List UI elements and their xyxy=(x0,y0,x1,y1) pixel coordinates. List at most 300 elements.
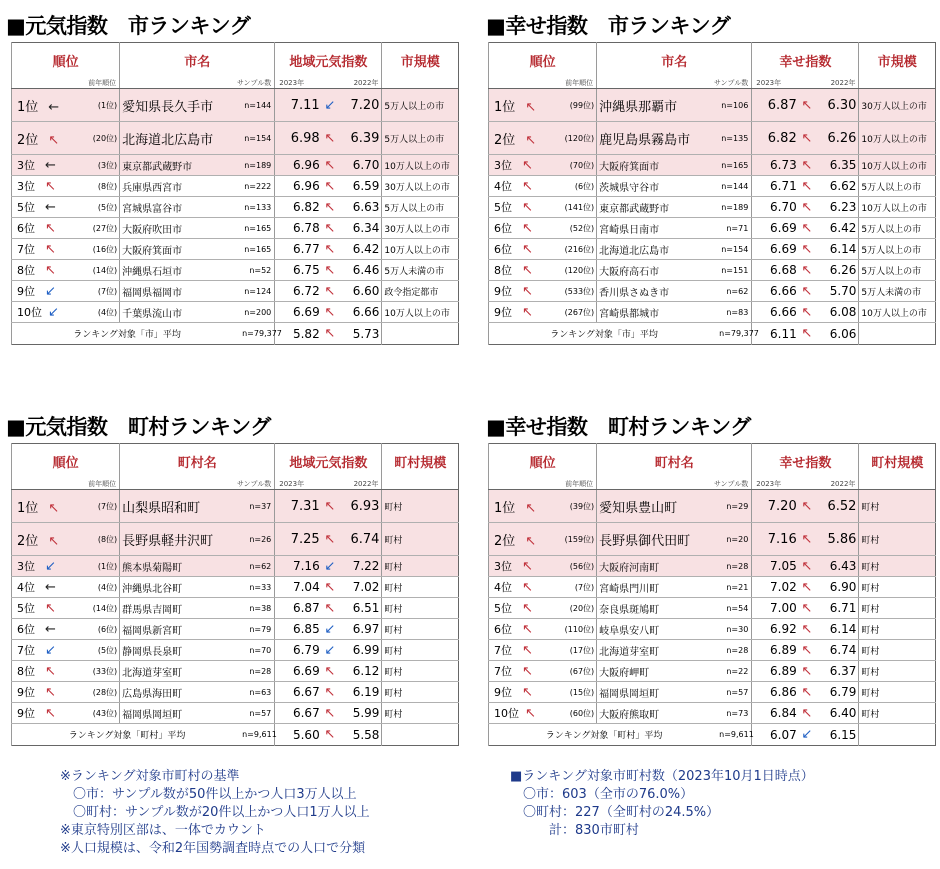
population-category: 5万人未満の市 xyxy=(382,260,459,281)
previous-rank: (20位) xyxy=(556,598,597,619)
score-2022: 6.23 xyxy=(815,197,859,218)
trend-arrow-icon: ↖ xyxy=(322,703,338,724)
sample-count: n=151 xyxy=(719,260,752,281)
score-2022: 5.86 xyxy=(815,523,859,556)
previous-rank: (43位) xyxy=(79,703,120,724)
header-rank: 順位 xyxy=(12,43,120,78)
criteria-note-line: ※東京特別区部は、一体でカウント xyxy=(60,823,266,838)
rank-change-arrow-icon: ↖ xyxy=(525,500,537,516)
sample-count: n=33 xyxy=(242,577,275,598)
average-score-2022: 5.73 xyxy=(338,323,382,345)
trend-arrow-icon: ↖ xyxy=(799,122,815,155)
municipality-name: 広島県海田町 xyxy=(120,682,242,703)
table-row xyxy=(489,302,936,323)
score-2023: 6.87 xyxy=(752,89,799,122)
score-2022: 6.70 xyxy=(338,155,382,176)
score-2022: 6.59 xyxy=(338,176,382,197)
table-row xyxy=(12,218,459,239)
trend-arrow-icon: ↖ xyxy=(799,176,815,197)
trend-arrow-icon: ↖ xyxy=(322,302,338,323)
previous-rank: (16位) xyxy=(79,239,120,260)
rank-change-arrow-icon: ↖ xyxy=(45,242,56,257)
rank-label: 4位 xyxy=(17,581,35,594)
subheader-sample: サンプル数 xyxy=(120,77,275,89)
rank-label: 2位 xyxy=(494,132,516,148)
sample-count: n=200 xyxy=(242,302,275,323)
table-row xyxy=(489,490,936,523)
sample-count: n=165 xyxy=(242,239,275,260)
municipality-name: 北海道芽室町 xyxy=(597,640,719,661)
header-size: 市規模 xyxy=(382,43,459,78)
sample-count: n=57 xyxy=(242,703,275,724)
rank-label: 4位 xyxy=(494,180,512,193)
table-row xyxy=(489,640,936,661)
table-row xyxy=(489,577,936,598)
ranking-table xyxy=(11,443,459,746)
score-2023: 6.69 xyxy=(752,239,799,260)
rank-change-arrow-icon: ↖ xyxy=(45,221,56,236)
previous-rank: (7位) xyxy=(79,490,120,523)
population-category: 町村 xyxy=(382,490,459,523)
rank-change-arrow-icon: ↖ xyxy=(522,158,533,173)
table-row xyxy=(12,703,459,724)
previous-rank: (8位) xyxy=(79,176,120,197)
average-score-2022: 5.58 xyxy=(338,724,382,746)
sample-count: n=52 xyxy=(242,260,275,281)
sample-count: n=20 xyxy=(719,523,752,556)
average-trend-arrow-icon: ↖ xyxy=(322,323,338,345)
score-2022: 5.70 xyxy=(815,281,859,302)
score-2023: 7.04 xyxy=(275,577,322,598)
population-category: 町村 xyxy=(382,577,459,598)
previous-rank: (7位) xyxy=(79,281,120,302)
population-category: 5万人未満の市 xyxy=(859,281,936,302)
population-category: 10万人以上の市 xyxy=(859,197,936,218)
previous-rank: (6位) xyxy=(556,176,597,197)
sample-count: n=106 xyxy=(719,89,752,122)
previous-rank: (5位) xyxy=(79,197,120,218)
table-row xyxy=(12,176,459,197)
population-category: 町村 xyxy=(859,577,936,598)
score-2022: 5.99 xyxy=(338,703,382,724)
municipality-name: 熊本県菊陽町 xyxy=(120,556,242,577)
score-2022: 6.99 xyxy=(338,640,382,661)
rank-change-arrow-icon: ↖ xyxy=(522,200,533,215)
trend-arrow-icon: ↖ xyxy=(799,281,815,302)
previous-rank: (14位) xyxy=(79,260,120,281)
average-sample-count: n=79,377 xyxy=(719,323,752,345)
municipality-name: 愛知県長久手市 xyxy=(120,89,242,122)
score-2023: 6.89 xyxy=(752,640,799,661)
trend-arrow-icon: ↖ xyxy=(799,197,815,218)
rank-label: 9位 xyxy=(494,306,512,319)
subheader-sample: サンプル数 xyxy=(120,478,275,490)
table-row xyxy=(489,260,936,281)
rank-change-arrow-icon: ↖ xyxy=(522,643,533,658)
score-2022: 6.46 xyxy=(338,260,382,281)
municipality-name: 長野県軽井沢町 xyxy=(120,523,242,556)
section-title: ■元気指数 町村ランキング xyxy=(6,415,271,439)
rank-change-arrow-icon: ↖ xyxy=(48,132,60,148)
average-trend-arrow-icon: ↖ xyxy=(799,323,815,345)
rank-label: 5位 xyxy=(494,201,512,214)
header-index: 幸せ指数 xyxy=(752,43,859,78)
rank-change-arrow-icon: ↖ xyxy=(522,179,533,194)
rank-change-arrow-icon: ← xyxy=(45,200,56,215)
score-2023: 6.92 xyxy=(752,619,799,640)
score-2022: 6.34 xyxy=(338,218,382,239)
sample-count: n=165 xyxy=(242,218,275,239)
subheader-prev-rank: 前年順位 xyxy=(12,77,120,89)
population-category: 町村 xyxy=(859,523,936,556)
average-trend-arrow-icon: ↖ xyxy=(322,724,338,746)
score-2022: 6.42 xyxy=(815,218,859,239)
rank-change-arrow-icon: ↙ xyxy=(45,643,56,658)
trend-arrow-icon: ↙ xyxy=(322,556,338,577)
trend-arrow-icon: ↖ xyxy=(799,556,815,577)
subheader-year-old: 2022年 xyxy=(322,77,382,89)
population-category: 町村 xyxy=(382,703,459,724)
criteria-note-line: ※人口規模は、令和2年国勢調査時点での人口で分類 xyxy=(60,841,366,856)
table-row xyxy=(489,122,936,155)
trend-arrow-icon: ↖ xyxy=(322,661,338,682)
subheader-year-new: 2023年 xyxy=(752,77,799,89)
municipality-name: 奈良県斑鳩町 xyxy=(597,598,719,619)
trend-arrow-icon: ↙ xyxy=(322,619,338,640)
municipality-name: 福岡県福岡市 xyxy=(120,281,242,302)
previous-rank: (14位) xyxy=(79,598,120,619)
table-row xyxy=(12,598,459,619)
sample-count: n=54 xyxy=(719,598,752,619)
table-row xyxy=(12,619,459,640)
sample-count: n=26 xyxy=(242,523,275,556)
subheader-year-new: 2023年 xyxy=(275,77,322,89)
score-2022: 6.66 xyxy=(338,302,382,323)
score-2022: 6.71 xyxy=(815,598,859,619)
score-2022: 6.40 xyxy=(815,703,859,724)
table-row xyxy=(489,556,936,577)
trend-arrow-icon: ↖ xyxy=(322,260,338,281)
trend-arrow-icon: ↙ xyxy=(322,89,338,122)
population-category: 5万人以上の市 xyxy=(859,239,936,260)
score-2022: 6.37 xyxy=(815,661,859,682)
ranking-table xyxy=(488,42,936,345)
previous-rank: (20位) xyxy=(79,122,120,155)
previous-rank: (52位) xyxy=(556,218,597,239)
municipality-name: 大阪府箕面市 xyxy=(120,239,242,260)
score-2023: 7.16 xyxy=(275,556,322,577)
score-2022: 6.14 xyxy=(815,239,859,260)
population-category: 町村 xyxy=(859,598,936,619)
municipality-name: 福岡県岡垣町 xyxy=(597,682,719,703)
sample-count: n=133 xyxy=(242,197,275,218)
average-score-2022: 6.15 xyxy=(815,724,859,746)
rank-label: 6位 xyxy=(17,623,35,636)
score-2022: 6.42 xyxy=(338,239,382,260)
header-rank: 順位 xyxy=(12,444,120,479)
average-row xyxy=(489,323,936,345)
rank-label: 1位 xyxy=(17,99,39,115)
trend-arrow-icon: ↖ xyxy=(799,703,815,724)
population-category: 町村 xyxy=(859,661,936,682)
header-size: 町村規模 xyxy=(382,444,459,479)
previous-rank: (3位) xyxy=(79,155,120,176)
trend-arrow-icon: ↖ xyxy=(799,661,815,682)
rank-label: 2位 xyxy=(17,533,39,549)
rank-change-arrow-icon: ↖ xyxy=(48,500,60,516)
municipality-name: 宮崎県都城市 xyxy=(597,302,719,323)
rank-label: 8位 xyxy=(494,264,512,277)
municipality-name: 北海道芽室町 xyxy=(120,661,242,682)
rank-change-arrow-icon: ↖ xyxy=(522,242,533,257)
score-2023: 6.69 xyxy=(275,661,322,682)
rank-change-arrow-icon: ← xyxy=(45,622,56,637)
score-2022: 6.74 xyxy=(815,640,859,661)
previous-rank: (56位) xyxy=(556,556,597,577)
score-2022: 6.26 xyxy=(815,260,859,281)
table-row xyxy=(489,176,936,197)
score-2022: 6.79 xyxy=(815,682,859,703)
population-category: 5万人以上の市 xyxy=(859,176,936,197)
municipality-name: 大阪府吹田市 xyxy=(120,218,242,239)
table-row xyxy=(489,682,936,703)
rank-change-arrow-icon: ↙ xyxy=(48,305,59,320)
subheader-prev-rank: 前年順位 xyxy=(489,478,597,490)
score-2023: 7.16 xyxy=(752,523,799,556)
header-rank: 順位 xyxy=(489,444,597,479)
rank-change-arrow-icon: ↖ xyxy=(45,664,56,679)
score-2023: 6.66 xyxy=(752,281,799,302)
score-2023: 6.70 xyxy=(752,197,799,218)
sample-count: n=189 xyxy=(719,197,752,218)
population-category: 10万人以上の市 xyxy=(859,122,936,155)
rank-label: 5位 xyxy=(17,602,35,615)
trend-arrow-icon: ↖ xyxy=(322,155,338,176)
previous-rank: (1位) xyxy=(79,89,120,122)
average-row xyxy=(12,724,459,746)
count-note-line: 計：830市町村 xyxy=(510,823,639,838)
previous-rank: (28位) xyxy=(79,682,120,703)
population-category: 町村 xyxy=(859,490,936,523)
sample-count: n=79 xyxy=(242,619,275,640)
rank-label: 9位 xyxy=(17,285,35,298)
trend-arrow-icon: ↖ xyxy=(799,490,815,523)
previous-rank: (33位) xyxy=(79,661,120,682)
rank-change-arrow-icon: ↖ xyxy=(45,685,56,700)
criteria-note-line: 〇市：サンプル数が50件以上かつ人口3万人以上 xyxy=(60,787,357,802)
municipality-name: 宮崎県門川町 xyxy=(597,577,719,598)
trend-arrow-icon: ↖ xyxy=(799,155,815,176)
header-name: 町村名 xyxy=(120,444,275,479)
header-index: 地域元気指数 xyxy=(275,444,382,479)
municipality-name: 茨城県守谷市 xyxy=(597,176,719,197)
score-2022: 6.60 xyxy=(338,281,382,302)
subheader-prev-rank: 前年順位 xyxy=(12,478,120,490)
rank-label: 9位 xyxy=(17,686,35,699)
score-2023: 6.71 xyxy=(752,176,799,197)
score-2022: 6.43 xyxy=(815,556,859,577)
score-2023: 6.66 xyxy=(752,302,799,323)
rank-label: 1位 xyxy=(494,500,516,516)
average-score-2022: 6.06 xyxy=(815,323,859,345)
sample-count: n=222 xyxy=(242,176,275,197)
trend-arrow-icon: ↖ xyxy=(322,176,338,197)
score-2023: 6.82 xyxy=(275,197,322,218)
sample-count: n=135 xyxy=(719,122,752,155)
table-row xyxy=(12,302,459,323)
previous-rank: (6位) xyxy=(79,619,120,640)
count-note-line: 〇町村：227（全町村の24.5%） xyxy=(510,805,720,820)
rank-change-arrow-icon: ↖ xyxy=(522,580,533,595)
previous-rank: (159位) xyxy=(556,523,597,556)
score-2023: 7.00 xyxy=(752,598,799,619)
trend-arrow-icon: ↖ xyxy=(322,218,338,239)
rank-label: 7位 xyxy=(494,665,512,678)
sample-count: n=38 xyxy=(242,598,275,619)
ranking-table xyxy=(11,42,459,345)
rank-change-arrow-icon: ↖ xyxy=(522,263,533,278)
municipality-name: 兵庫県西宮市 xyxy=(120,176,242,197)
header-name: 町村名 xyxy=(597,444,752,479)
table-row xyxy=(12,661,459,682)
rank-change-arrow-icon: ↖ xyxy=(45,706,56,721)
rank-label: 3位 xyxy=(17,180,35,193)
population-category: 10万人以上の市 xyxy=(859,155,936,176)
table-row xyxy=(12,122,459,155)
score-2022: 6.90 xyxy=(815,577,859,598)
municipality-name: 福岡県岡垣町 xyxy=(120,703,242,724)
rank-label: 9位 xyxy=(494,686,512,699)
rank-label: 10位 xyxy=(17,306,42,319)
rank-label: 2位 xyxy=(17,132,39,148)
municipality-name: 沖縄県石垣市 xyxy=(120,260,242,281)
criteria-note-line: 〇町村：サンプル数が20件以上かつ人口1万人以上 xyxy=(60,805,370,820)
table-row xyxy=(12,89,459,122)
average-sample-count: n=79,377 xyxy=(242,323,275,345)
score-2022: 6.30 xyxy=(815,89,859,122)
sample-count: n=154 xyxy=(242,122,275,155)
table-row xyxy=(12,640,459,661)
trend-arrow-icon: ↙ xyxy=(322,640,338,661)
score-2022: 6.19 xyxy=(338,682,382,703)
sample-count: n=189 xyxy=(242,155,275,176)
section-title: ■幸せ指数 町村ランキング xyxy=(486,415,751,439)
score-2023: 6.69 xyxy=(275,302,322,323)
rank-change-arrow-icon: ↖ xyxy=(525,99,537,115)
municipality-name: 大阪府河南町 xyxy=(597,556,719,577)
score-2023: 6.98 xyxy=(275,122,322,155)
trend-arrow-icon: ↖ xyxy=(799,89,815,122)
header-rank: 順位 xyxy=(489,43,597,78)
rank-change-arrow-icon: ↙ xyxy=(45,284,56,299)
subheader-prev-rank: 前年順位 xyxy=(489,77,597,89)
score-2023: 6.67 xyxy=(275,703,322,724)
score-2023: 6.75 xyxy=(275,260,322,281)
sample-count: n=28 xyxy=(242,661,275,682)
municipality-name: 香川県さぬき市 xyxy=(597,281,719,302)
average-score-2023: 6.07 xyxy=(752,724,799,746)
sample-count: n=62 xyxy=(242,556,275,577)
table-row xyxy=(489,598,936,619)
score-2022: 6.93 xyxy=(338,490,382,523)
previous-rank: (39位) xyxy=(556,490,597,523)
population-category: 5万人以上の市 xyxy=(382,122,459,155)
population-category: 町村 xyxy=(382,598,459,619)
trend-arrow-icon: ↖ xyxy=(322,577,338,598)
population-category: 10万人以上の市 xyxy=(382,155,459,176)
score-2023: 7.02 xyxy=(752,577,799,598)
previous-rank: (216位) xyxy=(556,239,597,260)
trend-arrow-icon: ↖ xyxy=(322,122,338,155)
rank-change-arrow-icon: ↖ xyxy=(48,533,60,549)
sample-count: n=28 xyxy=(719,556,752,577)
rank-label: 5位 xyxy=(494,602,512,615)
previous-rank: (120位) xyxy=(556,122,597,155)
score-2022: 7.20 xyxy=(338,89,382,122)
score-2022: 6.63 xyxy=(338,197,382,218)
sample-count: n=63 xyxy=(242,682,275,703)
municipality-name: 沖縄県北谷町 xyxy=(120,577,242,598)
table-row xyxy=(489,523,936,556)
sample-count: n=83 xyxy=(719,302,752,323)
subheader-year-old: 2022年 xyxy=(799,77,859,89)
score-2023: 6.67 xyxy=(275,682,322,703)
rank-change-arrow-icon: ↙ xyxy=(45,559,56,574)
table-row xyxy=(489,197,936,218)
rank-change-arrow-icon: ↖ xyxy=(522,305,533,320)
table-row xyxy=(489,89,936,122)
count-notes xyxy=(510,768,814,840)
previous-rank: (141位) xyxy=(556,197,597,218)
sample-count: n=37 xyxy=(242,490,275,523)
header-size: 町村規模 xyxy=(859,444,936,479)
score-2023: 6.69 xyxy=(752,218,799,239)
previous-rank: (67位) xyxy=(556,661,597,682)
rank-label: 3位 xyxy=(494,560,512,573)
municipality-name: 大阪府熊取町 xyxy=(597,703,719,724)
rank-label: 2位 xyxy=(494,533,516,549)
previous-rank: (15位) xyxy=(556,682,597,703)
rank-change-arrow-icon: ↖ xyxy=(522,284,533,299)
header-name: 市名 xyxy=(597,43,752,78)
average-label: ランキング対象「町村」平均 xyxy=(12,724,243,746)
trend-arrow-icon: ↖ xyxy=(799,523,815,556)
average-label: ランキング対象「市」平均 xyxy=(12,323,243,345)
municipality-name: 宮城県富谷市 xyxy=(120,197,242,218)
rank-change-arrow-icon: ↖ xyxy=(525,706,536,721)
municipality-name: 千葉県流山市 xyxy=(120,302,242,323)
population-category: 町村 xyxy=(859,556,936,577)
trend-arrow-icon: ↖ xyxy=(322,281,338,302)
sample-count: n=62 xyxy=(719,281,752,302)
population-category: 10万人以上の市 xyxy=(859,302,936,323)
ranking-table xyxy=(488,443,936,746)
sample-count: n=28 xyxy=(719,640,752,661)
score-2023: 6.85 xyxy=(275,619,322,640)
sample-count: n=70 xyxy=(242,640,275,661)
table-row xyxy=(489,239,936,260)
municipality-name: 宮崎県日南市 xyxy=(597,218,719,239)
count-note-line: ■ランキング対象市町村数（2023年10月1日時点） xyxy=(510,769,814,784)
table-row xyxy=(489,218,936,239)
table-row xyxy=(12,490,459,523)
rank-label: 8位 xyxy=(17,264,35,277)
population-category: 町村 xyxy=(859,703,936,724)
table-row xyxy=(12,556,459,577)
section-title: ■幸せ指数 市ランキング xyxy=(486,14,731,38)
previous-rank: (60位) xyxy=(556,703,597,724)
trend-arrow-icon: ↖ xyxy=(799,682,815,703)
